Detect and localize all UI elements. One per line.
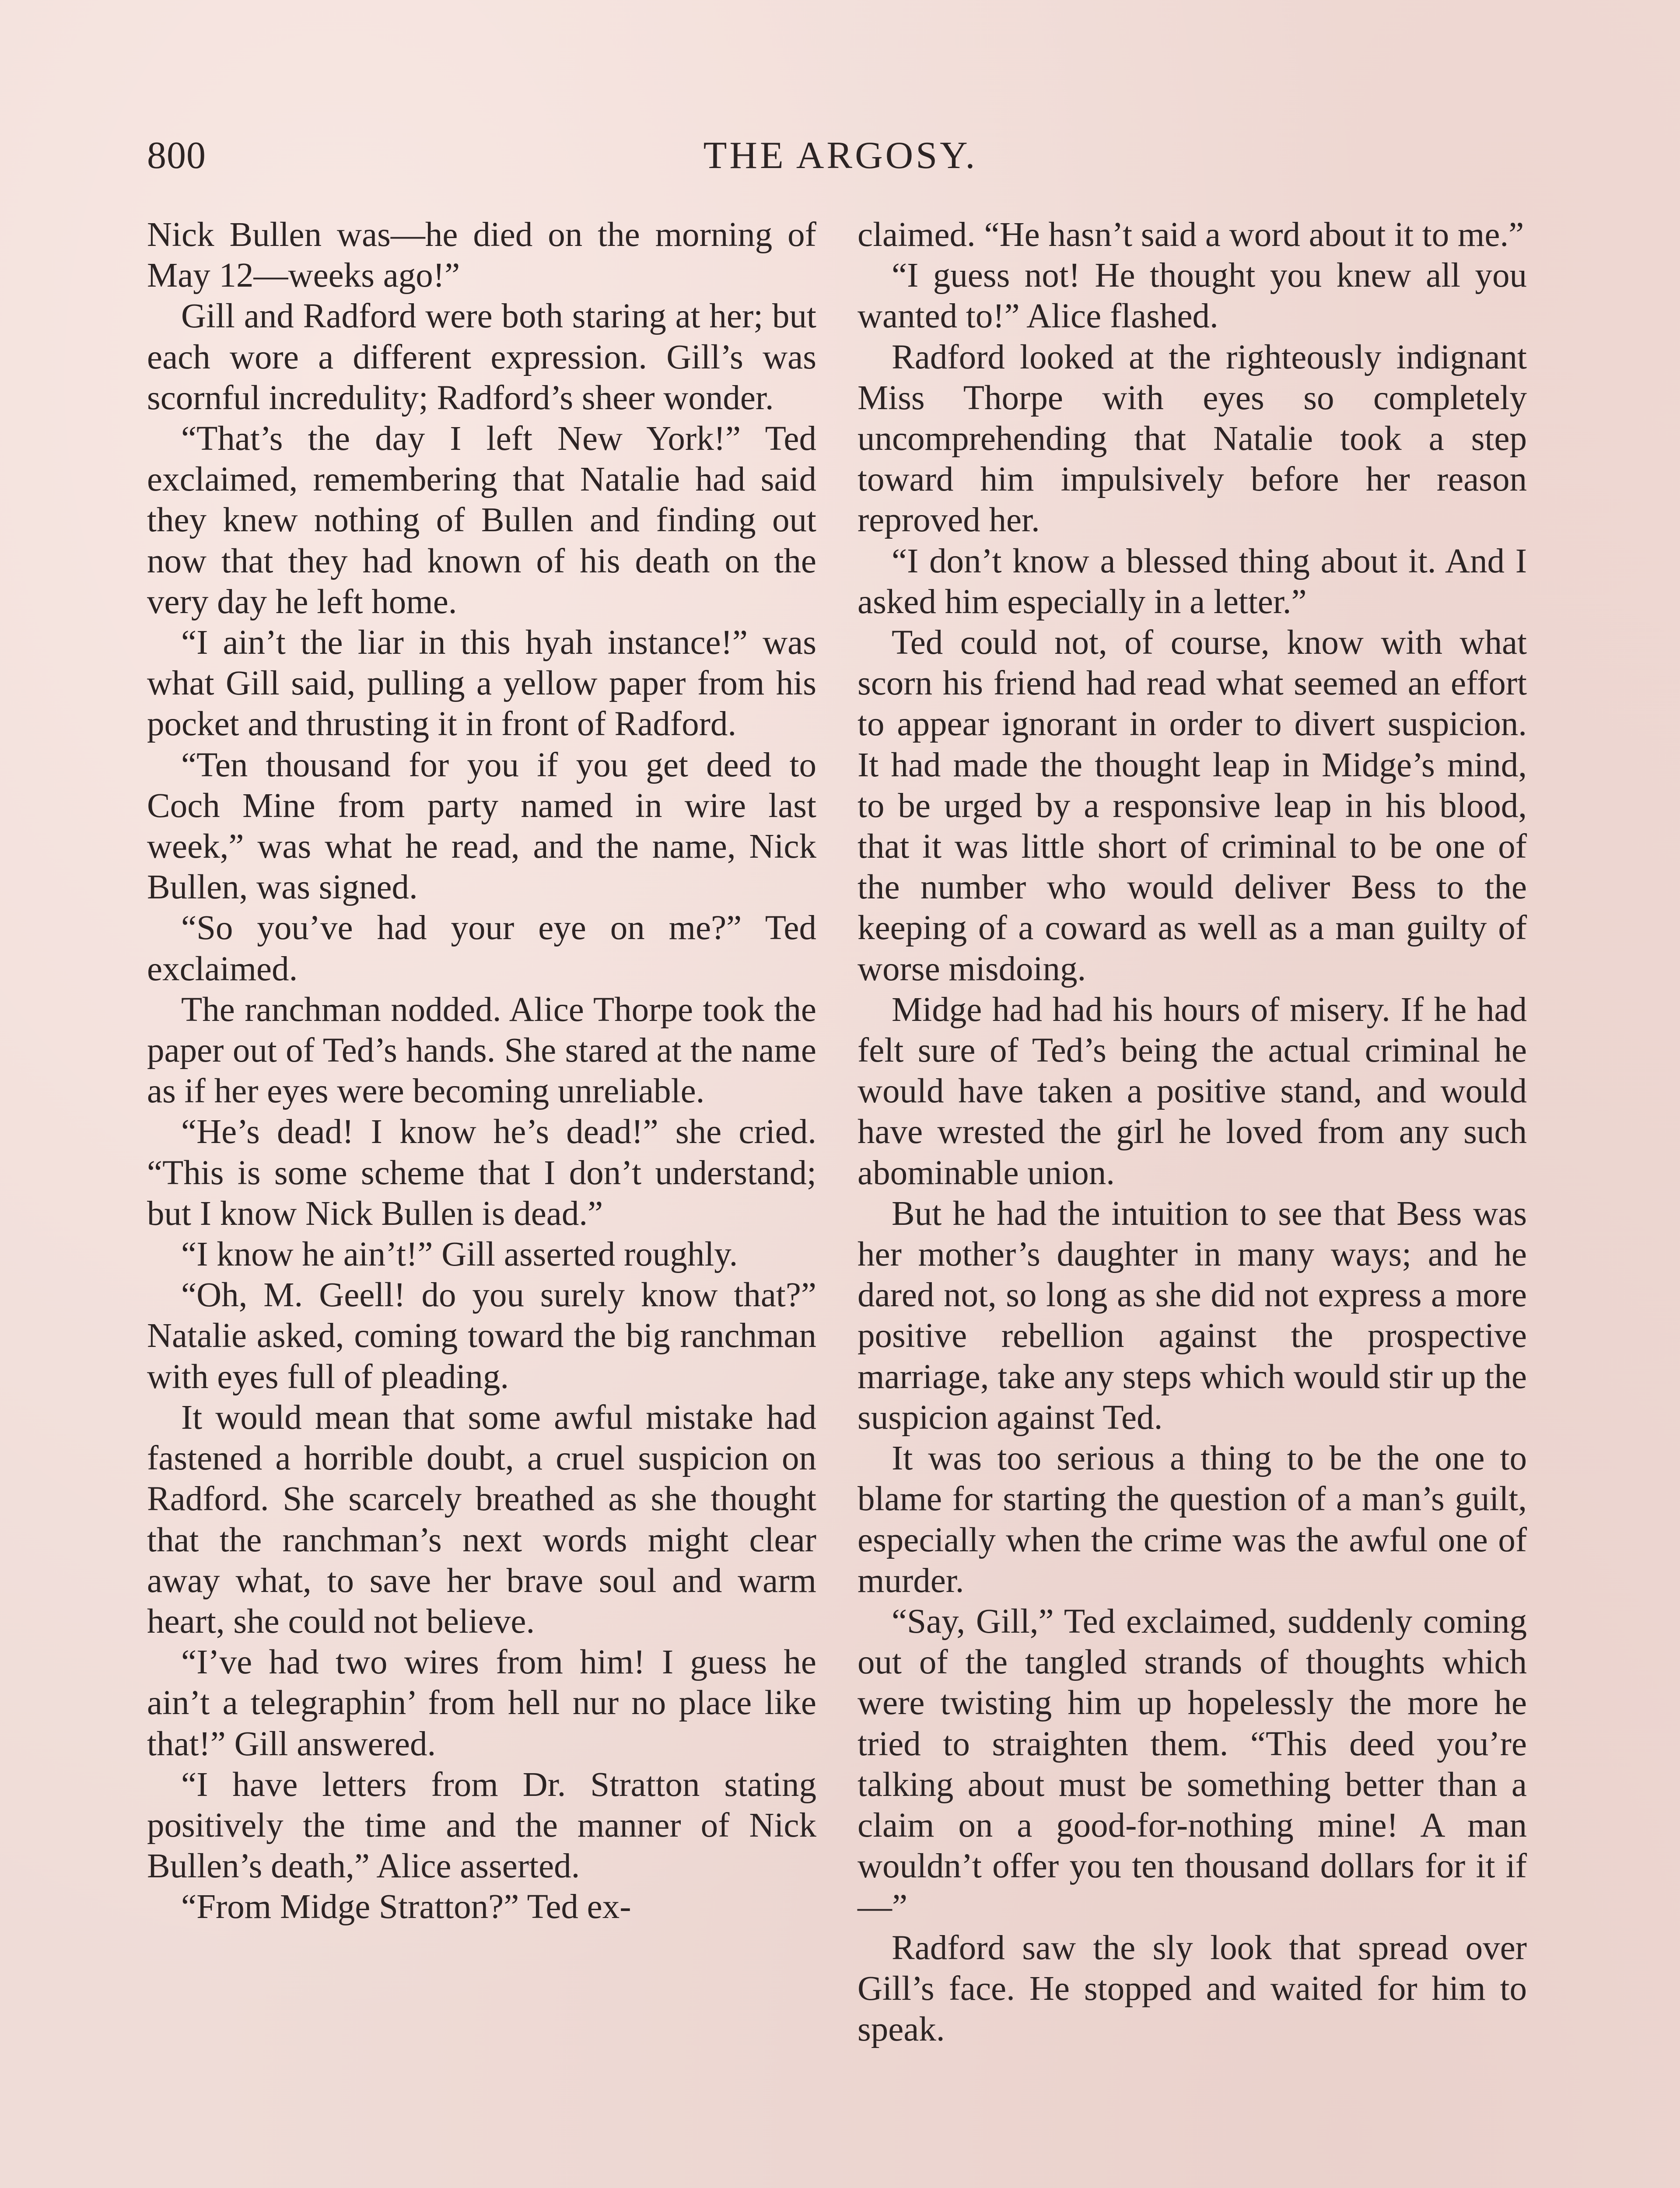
right-column	[858, 214, 1527, 2050]
paragraph: But he had the intuition to see that Bess was her mother’s daughter in many ways; and he dared not, so long as she did not express a more positive rebellion against the prospective marriage, take any steps which would stir up the suspicion against Ted.	[858, 1194, 1527, 1437]
paragraph: “I ain’t the liar in this hyah instance!” was what Gill said, pulling a yellow paper from his pocket and thrusting it in front of Radford.	[147, 624, 816, 743]
paragraph: claimed. “He hasn’t said a word about it to me.”	[858, 216, 1524, 254]
paragraph: “Say, Gill,” Ted exclaimed, suddenly coming out of the tangled strands of thoughts which were twisting him up hopelessly the more he tried to straighten them. “This deed you’re talking about must be something better than a claim on a good-for-nothing mine! A man wouldn’t offer you ten thousand dollars for it if—”	[858, 1602, 1527, 1926]
running-title: THE ARGOSY.	[703, 134, 978, 177]
paragraph: The ranchman nodded. Alice Thorpe took the paper out of Ted’s hands. She stared at the name as if her eyes were becoming unreliable.	[147, 990, 816, 1111]
paragraph: “I know he ain’t!” Gill asserted roughly.	[181, 1235, 738, 1274]
paragraph: It was too serious a thing to be the one to blame for starting the question of a man’s guilt, especially when the crime was the awful one of murder.	[858, 1439, 1527, 1600]
paragraph: Midge had had his hours of misery. If he had felt sure of Ted’s being the actual criminal he would have taken a positive stand, and would have wrested the girl he loved from any such abominable union.	[858, 990, 1527, 1192]
paragraph: “I guess not! He thought you knew all you wanted to!” Alice flashed.	[858, 256, 1527, 336]
paragraph: Gill and Radford were both staring at her; but each wore a different expression. Gill’s was scornful incredulity; Radford’s sheer wonder.	[147, 297, 816, 417]
left-column	[147, 214, 816, 1928]
paragraph: “From Midge Stratton?” Ted ex-	[181, 1888, 631, 1926]
paragraph: “I have letters from Dr. Stratton stating positively the time and the manner of Nick Bullen’s death,” Alice asserted.	[147, 1765, 816, 1886]
paragraph: It would mean that some awful mistake had fastened a horrible doubt, a cruel suspicion on Radford. She scarcely breathed as she thought that the ranchman’s next words might clear away what, to save her brave soul and warm heart, she could not believe.	[147, 1398, 816, 1641]
paragraph: “Oh, M. Geell! do you surely know that?” Natalie asked, coming toward the big ranchman with eyes full of pleading.	[147, 1276, 816, 1396]
paragraph: “That’s the day I left New York!” Ted exclaimed, remembering that Natalie had said they knew nothing of Bullen and finding out now that they had known of his death on the very day he left home.	[147, 420, 816, 621]
paragraph: Nick Bullen was—he died on the morning of May 12—weeks ago!”	[147, 216, 816, 295]
paragraph: Radford saw the sly look that spread over Gill’s face. He stopped and waited for him to speak.	[858, 1929, 1527, 2048]
paragraph: Radford looked at the righteously indignant Miss Thorpe with eyes so completely uncomprehending that Natalie took a step toward him impulsively before her reason reproved her.	[858, 338, 1527, 540]
paragraph: “So you’ve had your eye on me?” Ted exclaimed.	[147, 909, 816, 988]
paragraph: “I don’t know a blessed thing about it. And I asked him especially in a letter.”	[858, 542, 1527, 621]
page-header	[147, 130, 1534, 182]
paragraph: Ted could not, of course, know with what scorn his friend had read what seemed an effort to appear ignorant in order to divert suspicion. It had made the thought leap in Midge’s mind, to be urged by a responsive leap in his blood, that it was little short of criminal to be one of the number who would deliver Bess to the keeping of a coward as well as a man guilty of worse misdoing.	[858, 624, 1527, 988]
paragraph: “I’ve had two wires from him! I guess he ain’t a telegraphin’ from hell nur no place like that!” Gill answered.	[147, 1643, 816, 1763]
paragraph: “Ten thousand for you if you get deed to Coch Mine from party named in wire last week,” was what he read, and the name, Nick Bullen, was signed.	[147, 746, 816, 907]
paragraph: “He’s dead! I know he’s dead!” she cried. “This is some scheme that I don’t understand; but I know Nick Bullen is dead.”	[147, 1113, 816, 1233]
page-number: 800	[147, 134, 206, 177]
